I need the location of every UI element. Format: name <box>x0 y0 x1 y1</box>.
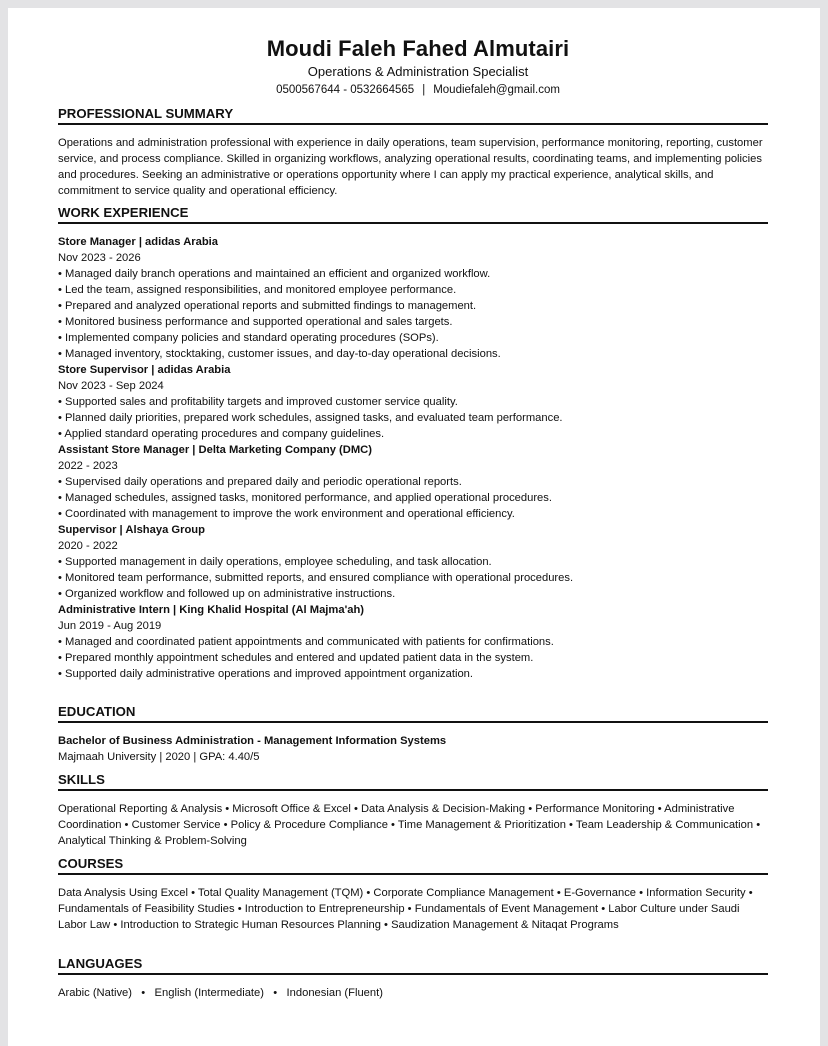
job-bullet: • Supported sales and profitability targets and improved customer service quality. <box>58 396 458 408</box>
job-title: Store Supervisor | adidas Arabia <box>58 364 231 376</box>
job-bullet: • Managed daily branch operations and maintained an efficient and organized workflow. <box>58 268 491 280</box>
job-dates: Nov 2023 - 2026 <box>58 252 141 264</box>
candidate-title: Operations & Administration Specialist <box>307 64 529 79</box>
resume-page <box>8 8 820 1046</box>
job-dates: Jun 2019 - Aug 2019 <box>58 620 162 632</box>
contact-separator: | <box>422 84 426 96</box>
job-title: Assistant Store Manager | Delta Marketing Company (DMC) <box>58 444 372 456</box>
skills-text: Operational Reporting & Analysis • Microsoft Office & Excel • Data Analysis & Decision-Making • Performance Monitoring • Administrative Coordination • Customer Service • Policy & Procedure Compliance • Time Management & Prioritization • Team Leadership & Communication • Analytical Thinking & Problem-Solving <box>58 803 761 847</box>
job-bullet: • Led the team, assigned responsibilities, and monitored employee performance. <box>58 284 457 296</box>
job-bullet: • Planned daily priorities, prepared work schedules, assigned tasks, and evaluated team performance. <box>58 412 563 424</box>
job-bullet: • Managed and coordinated patient appointments and communicated with patients for confirmations. <box>58 636 554 648</box>
job-dates: 2022 - 2023 <box>58 460 118 472</box>
languages-text: Arabic (Native) • English (Intermediate) • Indonesian (Fluent) <box>58 987 383 999</box>
courses-heading: COURSES <box>58 856 768 875</box>
languages-heading: LANGUAGES <box>58 956 768 975</box>
job-bullet: • Implemented company policies and standard operating procedures (SOPs). <box>58 332 439 344</box>
email-address: Moudiefaleh@gmail.com <box>433 84 560 96</box>
phone-numbers: 0500567644 - 0532664565 <box>276 84 415 96</box>
job-bullet: • Supervised daily operations and prepared daily and periodic operational reports. <box>58 476 462 488</box>
job-bullet: • Supported management in daily operations, employee scheduling, and task allocation. <box>58 556 492 568</box>
skills-heading: SKILLS <box>58 772 768 791</box>
candidate-name: Moudi Faleh Fahed Almutairi <box>266 36 570 61</box>
job-bullet: • Applied standard operating procedures and company guidelines. <box>58 428 385 440</box>
degree-title: Bachelor of Business Administration - Management Information Systems <box>58 735 447 747</box>
job-dates: 2020 - 2022 <box>58 540 118 552</box>
experience-heading: WORK EXPERIENCE <box>58 205 768 224</box>
job-title: Store Manager | adidas Arabia <box>58 236 219 248</box>
job-bullet: • Managed schedules, assigned tasks, monitored performance, and applied operational procedures. <box>58 492 552 504</box>
degree-details: Majmaah University | 2020 | GPA: 4.40/5 <box>58 751 260 763</box>
summary-text: Operations and administration professional with experience in daily operations, team supervision, performance monitoring, reporting, customer service, and process compliance. Skilled in organizing workflows, analyzing operational results, coordinating teams, and implementing policies and procedures. Seeking an administrative or operations opportunity where I can apply my practical experience, analytical skills, and commitment to service quality and operational efficiency. <box>58 137 763 197</box>
contact-line <box>58 83 778 97</box>
job-bullet: • Prepared and analyzed operational reports and submitted findings to management. <box>58 300 477 312</box>
job-bullet: • Organized workflow and followed up on administrative instructions. <box>58 588 396 600</box>
summary-heading: PROFESSIONAL SUMMARY <box>58 106 768 125</box>
education-block <box>58 733 770 765</box>
job-bullet: • Prepared monthly appointment schedules and entered and updated patient data in the system. <box>58 652 534 664</box>
job-bullet: • Supported daily administrative operations and improved appointment organization. <box>58 668 473 680</box>
job-bullet: • Monitored team performance, submitted reports, and ensured compliance with operational procedures. <box>58 572 574 584</box>
experience-list <box>58 234 770 682</box>
job-bullet: • Managed inventory, stocktaking, customer issues, and day-to-day operational decisions. <box>58 348 501 360</box>
job-title: Administrative Intern | King Khalid Hospital (Al Majma'ah) <box>58 604 365 616</box>
job-bullet: • Monitored business performance and supported operational and sales targets. <box>58 316 453 328</box>
job-title: Supervisor | Alshaya Group <box>58 524 205 536</box>
job-dates: Nov 2023 - Sep 2024 <box>58 380 164 392</box>
job-bullet: • Coordinated with management to improve the work environment and operational efficiency. <box>58 508 515 520</box>
courses-text: Data Analysis Using Excel • Total Quality Management (TQM) • Corporate Compliance Management • E-Governance • Information Security • Fundamentals of Feasibility Studies • Introduction to Entrepreneurship • Fundamentals of Event Management • Labor Culture under Saudi Labor Law • Introduction to Strategic Human Resources Planning • Saudization Management & Nitaqat Programs <box>58 887 753 931</box>
education-heading: EDUCATION <box>58 704 768 723</box>
